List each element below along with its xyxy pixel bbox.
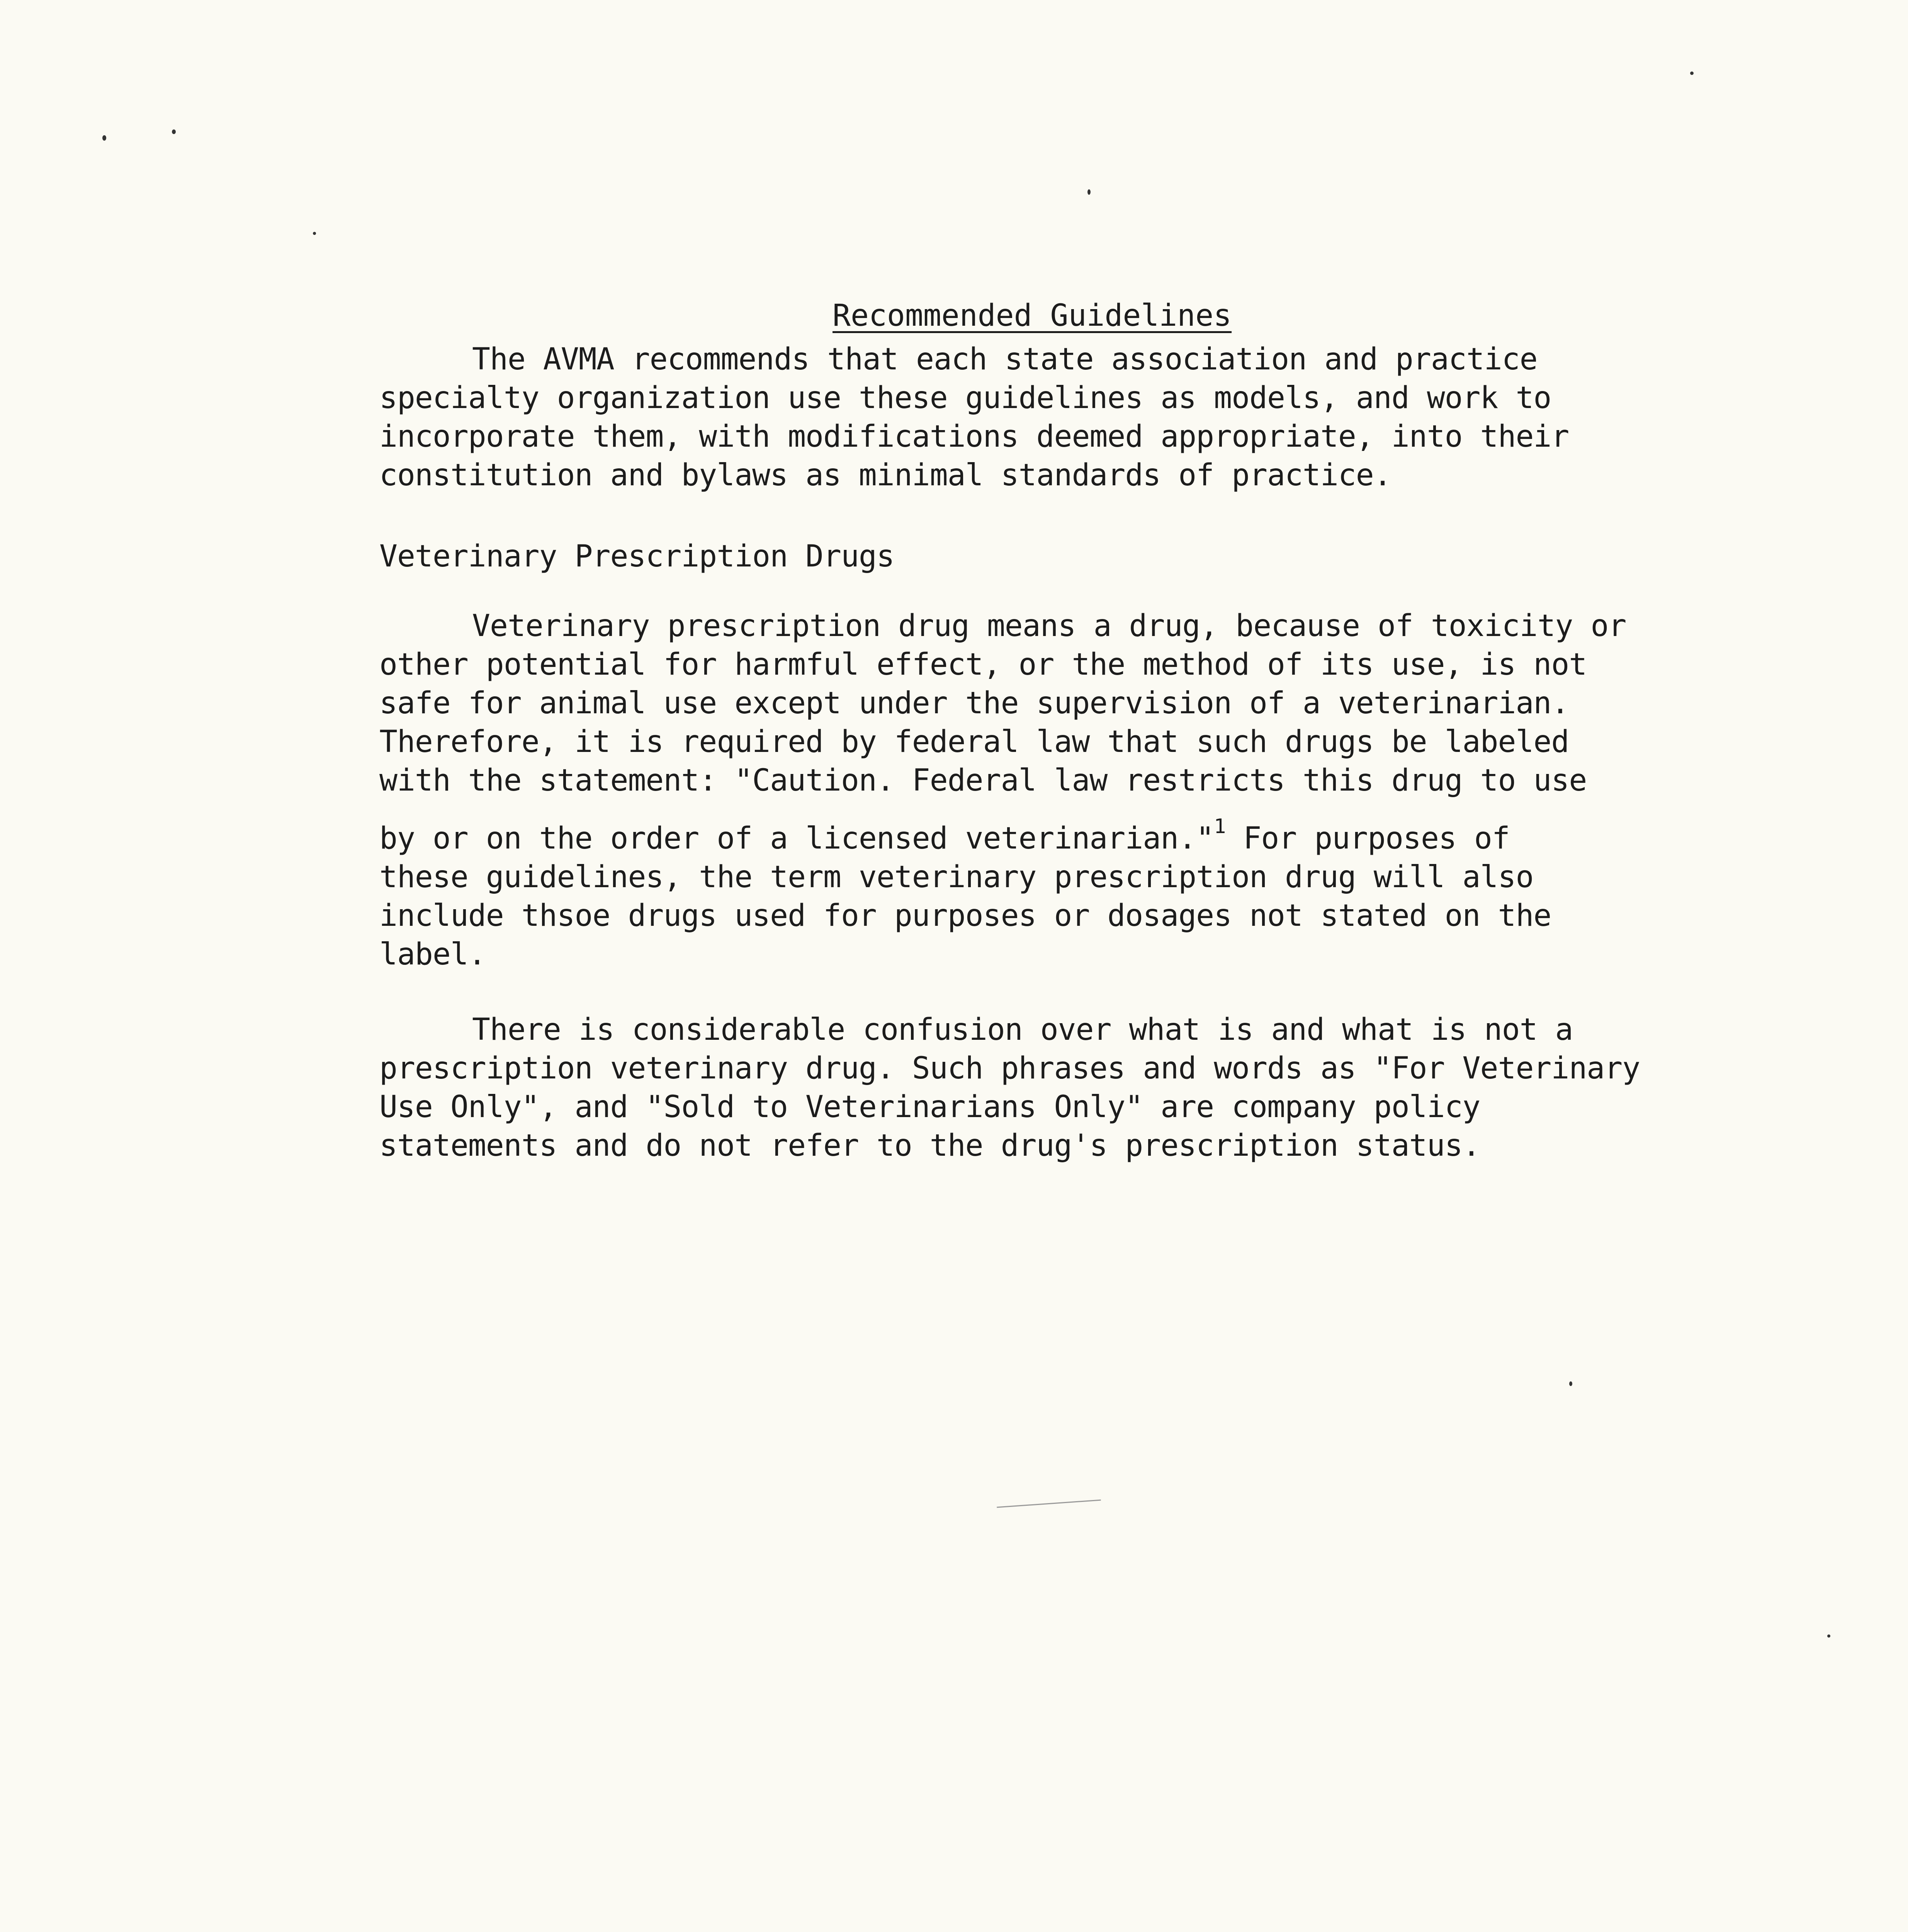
- intro-line-1: The AVMA recommends that each state association and practice: [472, 342, 1538, 377]
- para1-line-8: include thsoe drugs used for purposes or dosages not stated on the: [379, 898, 1551, 933]
- intro-line-4: constitution and bylaws as minimal standards of practice.: [379, 458, 1391, 493]
- intro-line-2: specialty organization use these guidelines as models, and work to: [379, 381, 1551, 415]
- para1-line-2: other potential for harmful effect, or the method of its use, is not: [379, 647, 1587, 682]
- scan-speck: [313, 232, 316, 235]
- pencil-stroke: [997, 1500, 1101, 1508]
- para1-line-1: Veterinary prescription drug means a drug, because of toxicity or: [472, 609, 1626, 643]
- scan-speck: [1690, 71, 1694, 75]
- para2-line-4: statements and do not refer to the drug's prescription status.: [379, 1128, 1480, 1163]
- footnote-marker: 1: [1214, 815, 1226, 838]
- para1-line-7: these guidelines, the term veterinary prescription drug will also: [379, 860, 1534, 895]
- para1-line-6-tail: For purposes of: [1225, 821, 1510, 856]
- para1-line-5: with the statement: "Caution. Federal law restricts this drug to use: [379, 763, 1587, 798]
- intro-line-3: incorporate them, with modifications deemed appropriate, into their: [379, 419, 1569, 454]
- scan-speck: [172, 129, 176, 134]
- para2-line-3: Use Only", and "Sold to Veterinarians Only" are company policy: [379, 1090, 1480, 1124]
- scan-speck: [102, 135, 106, 141]
- para1-line-3: safe for animal use except under the supervision of a veterinarian.: [379, 686, 1569, 721]
- page-title: Recommended Guidelines: [833, 298, 1232, 333]
- scan-speck: [1827, 1634, 1830, 1638]
- para1-line-6: [379, 815, 1510, 856]
- para2-line-1: There is considerable confusion over what is and what is not a: [472, 1012, 1573, 1047]
- para1-line-9: label.: [379, 937, 486, 972]
- scan-speck: [1087, 189, 1091, 195]
- scan-speck: [1569, 1381, 1572, 1386]
- para1-line-4: Therefore, it is required by federal law that such drugs be labeled: [379, 724, 1569, 759]
- para1-line-6-text: by or on the order of a licensed veterinarian.": [379, 821, 1214, 856]
- para2-line-2: prescription veterinary drug. Such phrases and words as "For Veterinary: [379, 1051, 1640, 1086]
- section-heading: Veterinary Prescription Drugs: [379, 539, 894, 574]
